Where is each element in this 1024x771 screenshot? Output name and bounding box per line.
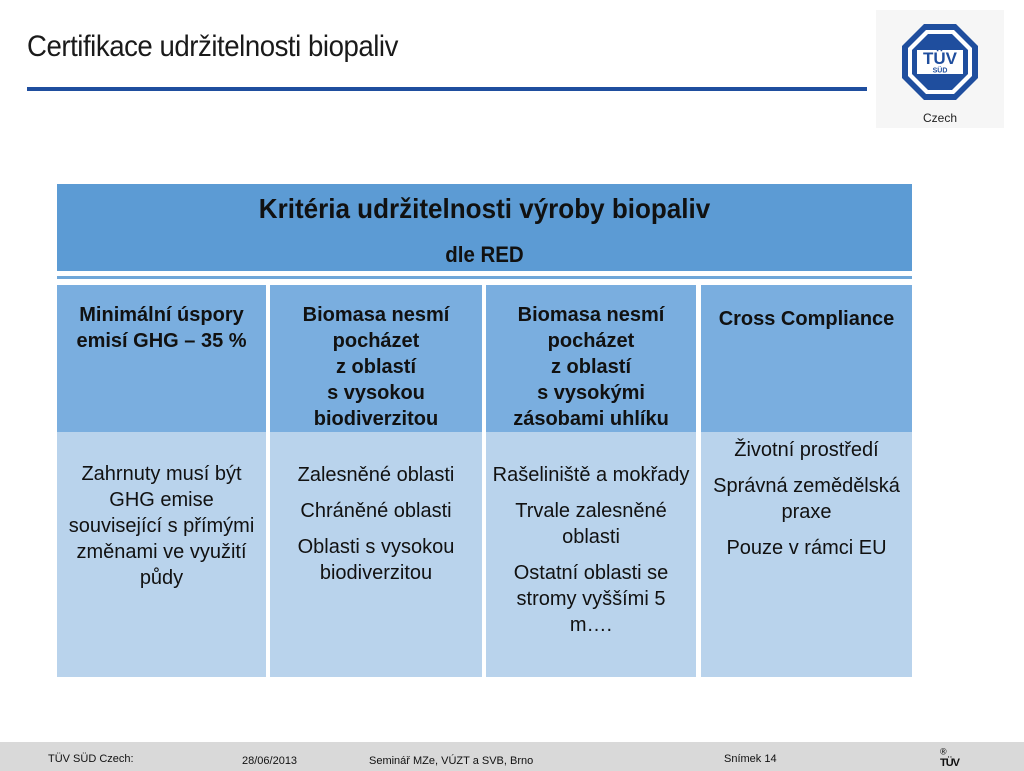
slide-title: Certifikace udržitelnosti biopaliv (27, 30, 398, 63)
criteria-column-ghg (57, 285, 266, 677)
column-heading: Minimální úspory emisí GHG – 35 % (76, 304, 247, 352)
logo-sub-text: SÜD (932, 67, 948, 75)
footer-date: 28/06/2013 (242, 755, 298, 767)
footer-organization: TÜV SÜD Czech: (48, 753, 134, 765)
title-underline (27, 87, 867, 91)
footer-slide-number: Snímek 14 (724, 753, 777, 765)
column-item: Zalesněné oblasti (297, 464, 455, 486)
column-body (57, 461, 266, 601)
footer-tuv-logo: TÜV ® (940, 746, 959, 769)
column-item: Ostatní oblasti se stromy vyššími 5 m…. (513, 562, 669, 636)
header-divider (57, 276, 912, 279)
column-item: Zahrnuty musí být GHG emise související s přímými změnami ve využití půdy (68, 463, 255, 589)
column-item: Životní prostředí (734, 439, 879, 461)
column-item: Správná zemědělská praxe (713, 475, 900, 523)
column-body (701, 437, 912, 571)
column-item: Rašeliniště a mokřady (492, 464, 690, 486)
column-item: Trvale zalesněné oblasti (515, 500, 667, 548)
logo-caption: Czech (922, 111, 957, 125)
column-heading: Biomasa nesmí pocházet z oblastí s vysokou biodiverzitou (302, 304, 450, 430)
column-heading: Biomasa nesmí pocházet z oblastí s vysokými zásobami uhlíku (513, 304, 669, 430)
column-item: Oblasti s vysokou biodiverzitou (297, 536, 455, 584)
column-body (486, 462, 696, 648)
criteria-column-cross-compliance (701, 285, 912, 677)
criteria-column-carbon (486, 285, 696, 677)
criteria-table-header (57, 184, 912, 276)
logo-main-text: TÜV (923, 49, 957, 68)
column-body (270, 462, 482, 596)
criteria-column-biodiversity (270, 285, 482, 677)
tuv-octagon-icon (900, 22, 980, 102)
column-item: Pouze v rámci EU (726, 537, 887, 559)
table-title: Kritéria udržitelnosti výroby biopaliv (258, 193, 711, 224)
table-subtitle: dle RED (445, 242, 524, 267)
slide-footer (0, 742, 1024, 771)
footer-seminar: Seminář MZe, VÚZT a SVB, Brno (369, 755, 534, 767)
tuv-sud-logo (876, 10, 1004, 128)
column-item: Chráněné oblasti (300, 500, 452, 522)
column-heading: Cross Compliance (718, 308, 895, 330)
